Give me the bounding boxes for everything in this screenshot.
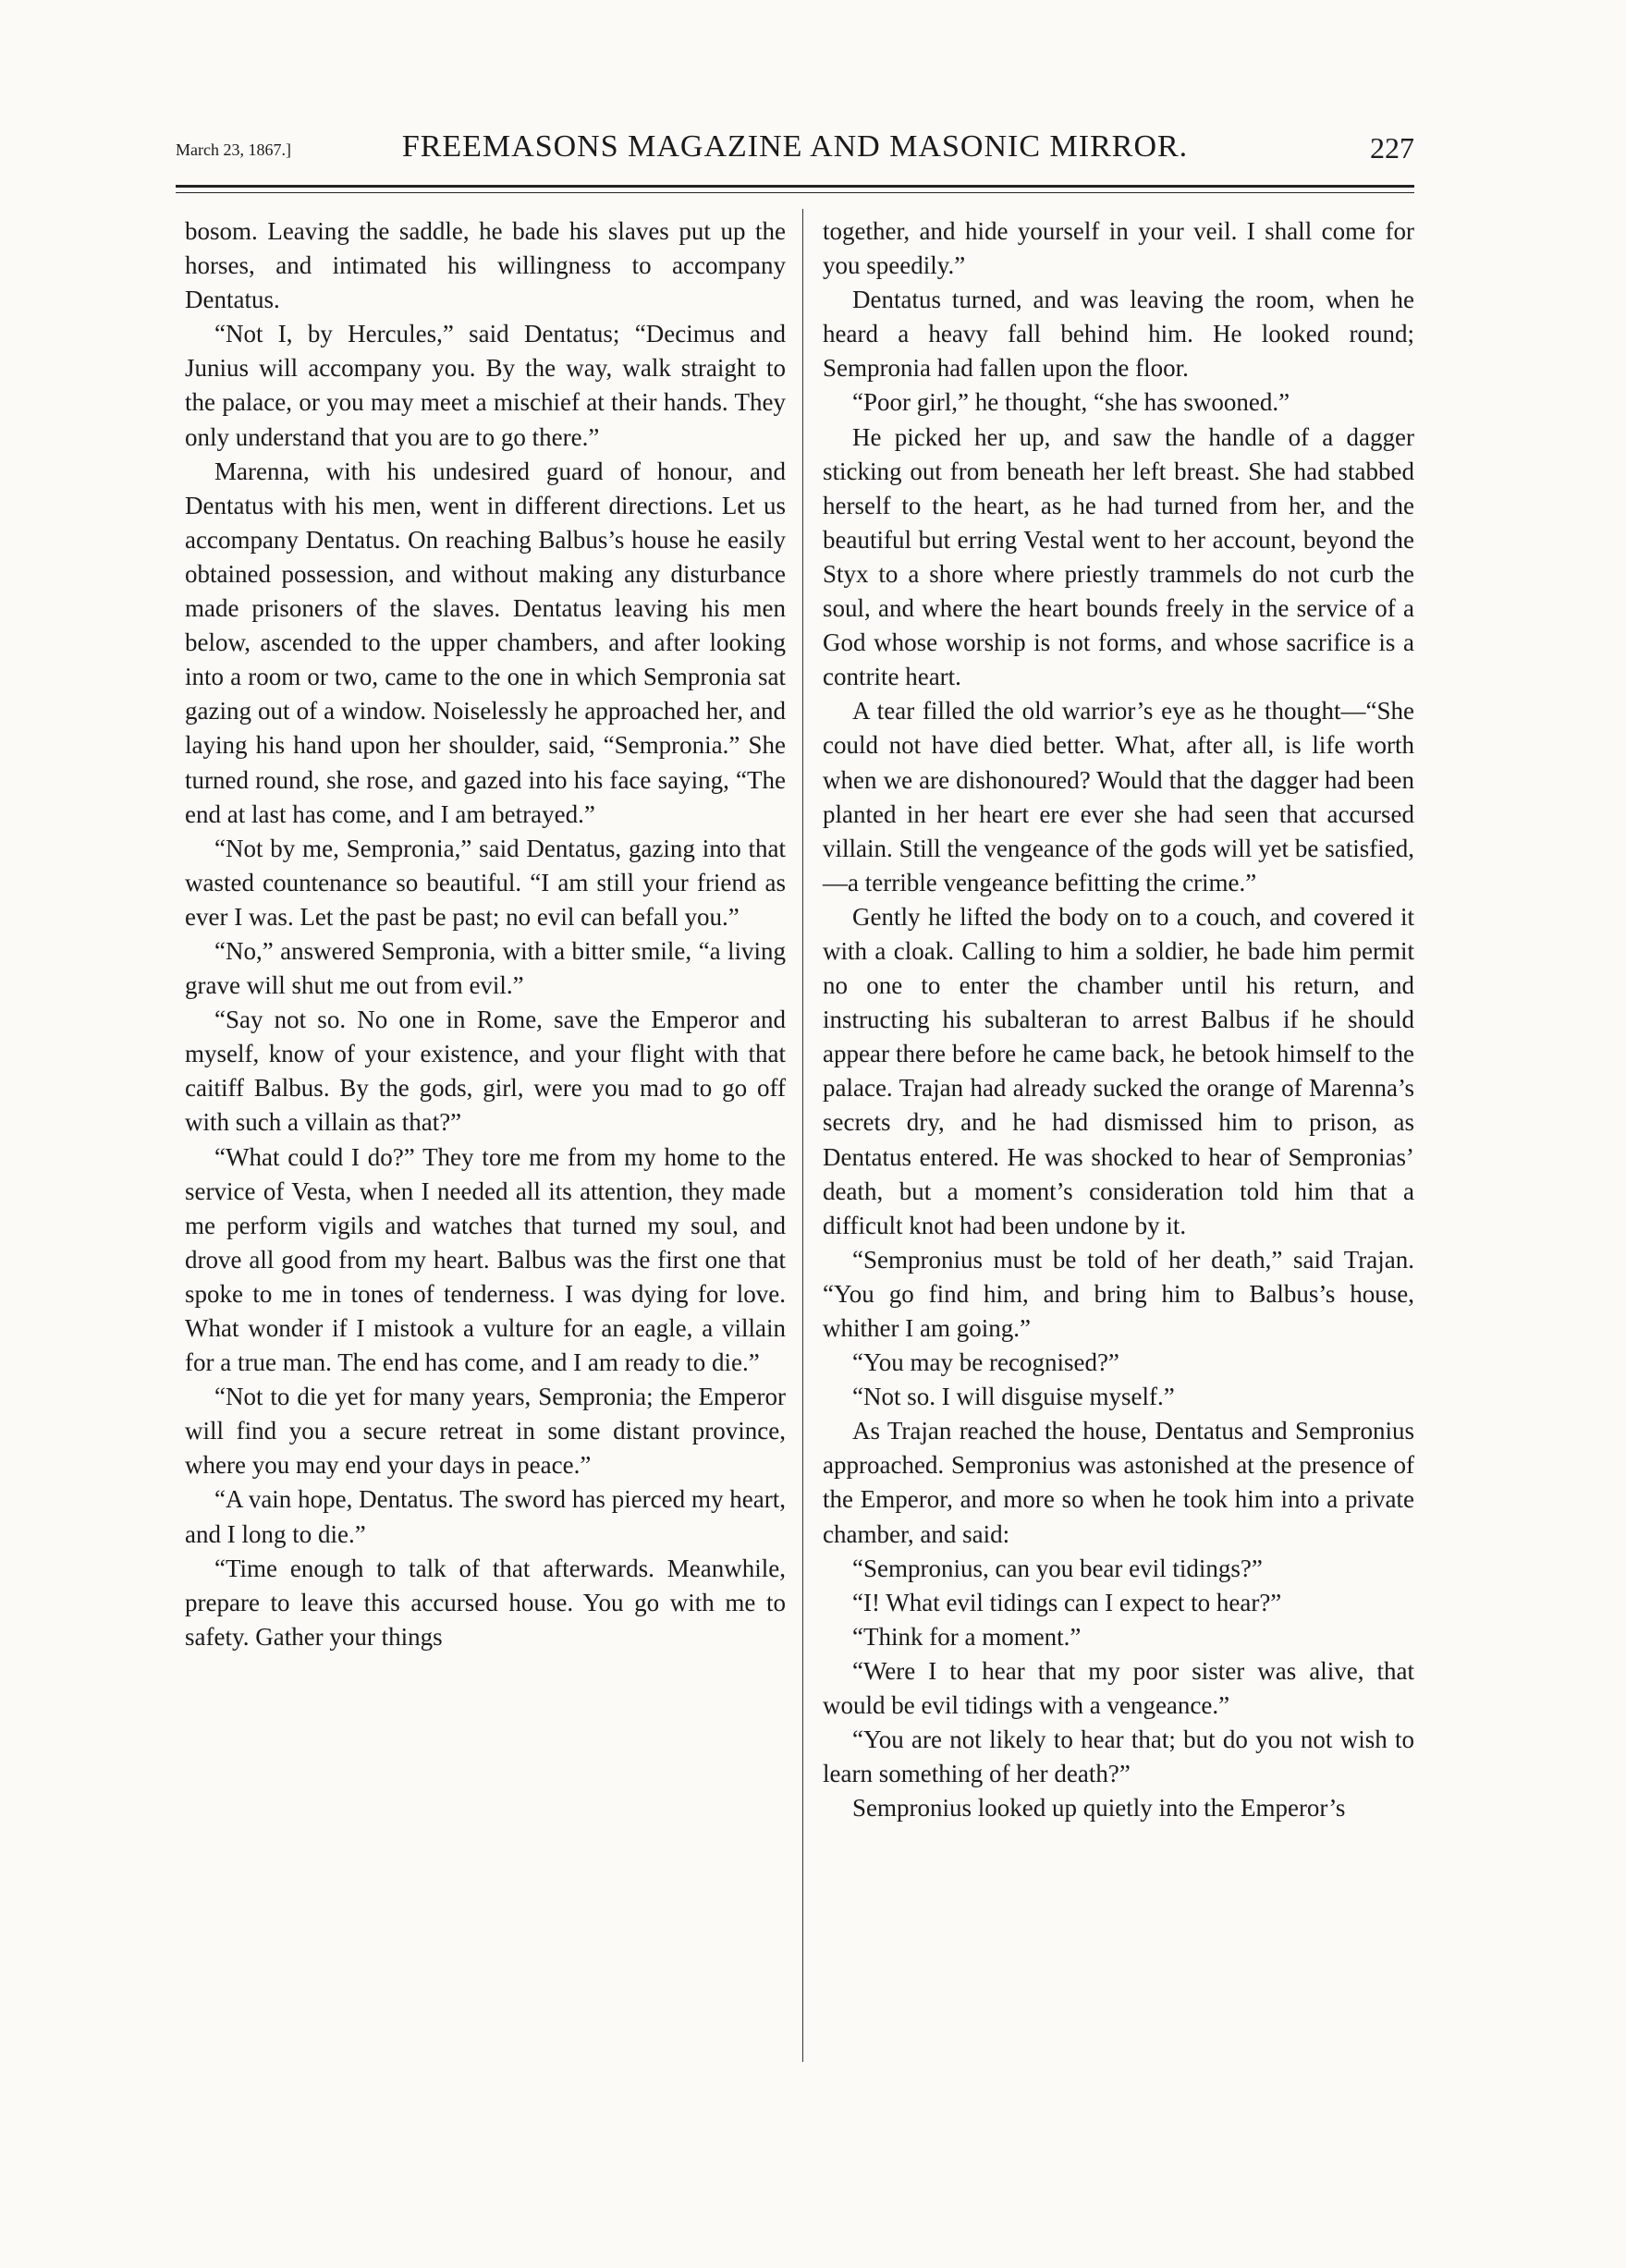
paragraph: “Say not so. No one in Rome, save the Emperor and myself, know of your existence, and your flight with that caitiff Balbus. By the gods, girl, were you mad to go off with such a villain as that?”: [185, 1006, 786, 1137]
paragraph: As Trajan reached the house, Dentatus and Sempronius approached. Sempronius was astonished at the presence of the Emperor, and more so when he took him into a private chamber, and said:: [823, 1417, 1414, 1548]
paragraph: “Sempronius, can you bear evil tidings?”: [852, 1554, 1263, 1582]
header-rule-thin: [176, 192, 1414, 193]
paragraph: “Sempronius must be told of her death,” said Trajan. “You go find him, and bring him to Balbus’s house, whither I am going.”: [823, 1245, 1414, 1342]
paragraph: “Time enough to talk of that afterwards. Meanwhile, prepare to leave this accursed house. You go with me to safety. Gather your things: [185, 1554, 786, 1651]
paragraph: “Not by me, Sempronia,” said Dentatus, gazing into that wasted countenance so beautiful. “I am still your friend as ever I was. Let the past be past; no evil can befall you.”: [185, 834, 786, 931]
paragraph: “Poor girl,” he thought, “she has swooned.”: [852, 388, 1290, 417]
paragraph: Dentatus turned, and was leaving the room, when he heard a heavy fall behind him. He looked round; Sempronia had fallen upon the floor.: [823, 286, 1414, 383]
paragraph: “You may be recognised?”: [852, 1348, 1119, 1377]
paragraph: Gently he lifted the body on to a couch, and covered it with a cloak. Calling to him a soldier, he bade him permit no one to enter the chamber until his return, and instructing his subalteran to arrest Balbus if he should appear there before he came back, he betook himself to the palace. Trajan had already sucked the orange of Marenna’s secrets dry, and he had dismissed him to prison, as Dentatus entered. He was shocked to hear of Sempronias’ death, but a moment’s consideration told him that a difficult knot had been undone by it.: [823, 902, 1414, 1239]
magazine-title: FREEMASONS MAGAZINE AND MASONIC MIRROR.: [401, 129, 1189, 164]
masthead: [176, 129, 1414, 166]
right-column: [823, 214, 1414, 1825]
column-divider: [802, 209, 803, 2062]
page-number: 227: [1370, 131, 1414, 165]
paragraph: together, and hide yourself in your veil. I shall come for you speedily.”: [823, 217, 1414, 280]
paragraph: A tear filled the old warrior’s eye as he thought—“She could not have died better. What, after all, is life worth when we are dishonoured? Would that the dagger had been planted in her heart ere ever she had seen that accursed villain. Still the vengeance of the gods will yet be satisfied,—a terrible vengeance befitting the crime.”: [823, 697, 1414, 896]
paragraph: “Not to die yet for many years, Sempronia; the Emperor will find you a secure retreat in some distant province, where you may end your days in peace.”: [185, 1383, 786, 1480]
paragraph: “A vain hope, Dentatus. The sword has pierced my heart, and I long to die.”: [185, 1485, 786, 1548]
paragraph: “Not I, by Hercules,” said Dentatus; “Decimus and Junius will accompany you. By the way, walk straight to the palace, or you may meet a mischief at their hands. They only understand that you are to go there.”: [185, 320, 786, 451]
paragraph: “No,” answered Sempronia, with a bitter smile, “a living grave will shut me out from evil.”: [185, 936, 786, 1000]
paragraph: He picked her up, and saw the handle of a dagger sticking out from beneath her left breast. She had stabbed herself to the heart, as he had turned from her, and the beautiful but erring Vestal went to her account, beyond the Styx to a shore where priestly trammels do not curb the soul, and where the heart bounds freely in the service of a God whose worship is not forms, and whose sacrifice is a contrite heart.: [823, 422, 1414, 691]
header-rule-thick: [176, 185, 1414, 188]
paragraph: “Think for a moment.”: [852, 1622, 1082, 1651]
paragraph: “Were I to hear that my poor sister was alive, that would be evil tidings with a vengeance.”: [823, 1656, 1414, 1720]
paragraph: Marenna, with his undesired guard of honour, and Dentatus with his men, went in different directions. Let us accompany Dentatus. On reaching Balbus’s house he easily obtained possession, and without making any disturbance made prisoners of the slaves. Dentatus leaving his men below, ascended to the upper chambers, and after looking into a room or two, came to the one in which Sempronia sat gazing out of a window. Noiselessly he approached her, and laying his hand upon her shoulder, said, “Sempronia.” She turned round, she rose, and gazed into his face saying, “The end at last has come, and I am betrayed.”: [185, 457, 786, 828]
paragraph: “Not so. I will disguise myself.”: [852, 1383, 1175, 1411]
paragraph: “You are not likely to hear that; but do you not wish to learn something of her death?”: [823, 1725, 1414, 1788]
left-column: [185, 214, 786, 1654]
paragraph: “I! What evil tidings can I expect to hear?”: [852, 1588, 1282, 1616]
paragraph: bosom. Leaving the saddle, he bade his slaves put up the horses, and intimated his willingness to accompany Dentatus.: [185, 217, 786, 314]
paragraph: Sempronius looked up quietly into the Emperor’s: [852, 1794, 1346, 1823]
issue-date: March 23, 1867.]: [176, 140, 291, 159]
paragraph: “What could I do?” They tore me from my home to the service of Vesta, when I needed all its attention, they made me perform vigils and watches that turned my soul, and drove all good from my heart. Balbus was the first one that spoke to me in tones of tenderness. I was dying for love. What wonder if I mistook a vulture for an eagle, a villain for a true man. The end has come, and I am ready to die.”: [185, 1142, 786, 1377]
